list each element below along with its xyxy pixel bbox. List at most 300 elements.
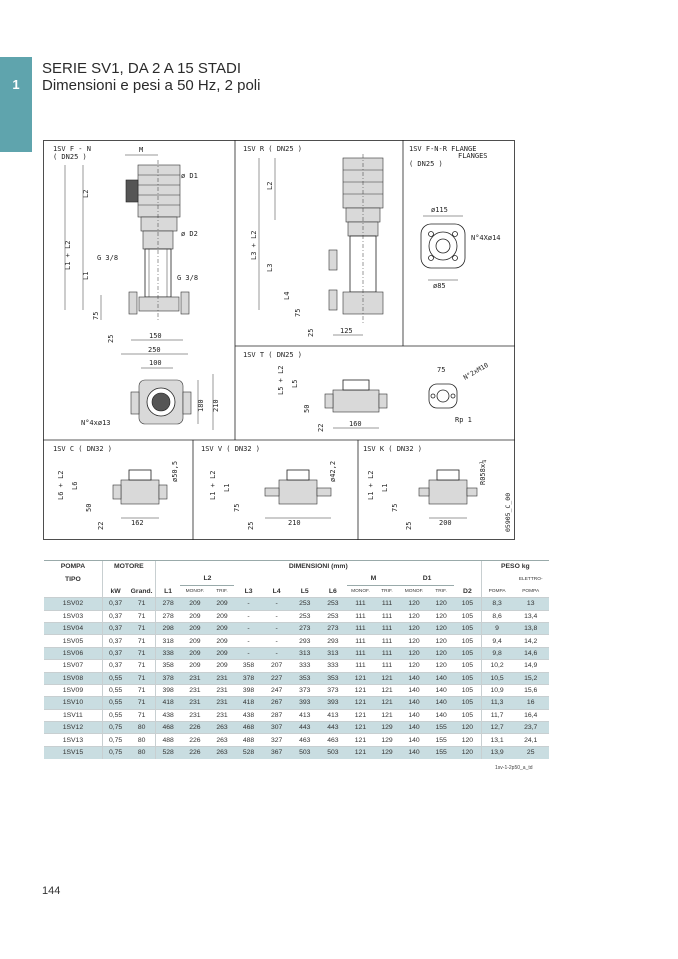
table-cell: 13,4 (512, 610, 549, 622)
table-reference: 1sv-1-2p50_a_td (495, 765, 533, 771)
k-dim-25: 25 (405, 521, 413, 530)
table-body (44, 598, 549, 759)
table-cell: 121 (374, 697, 400, 709)
k-dim-r058: R058x¼ (479, 459, 487, 485)
table-cell: - (263, 647, 291, 659)
v-dim-l1: L1 (223, 483, 231, 492)
table-cell: 287 (263, 709, 291, 721)
table-cell: - (263, 598, 291, 610)
table-row (44, 610, 549, 622)
table-cell: 10,5 (481, 672, 512, 684)
th-peso-pompa: POMPA (481, 585, 512, 597)
table-cell: 111 (347, 647, 374, 659)
table-cell: 0,55 (102, 684, 128, 696)
v-dim-422: ø42,2 (329, 460, 337, 482)
flange-label: 1SV F-N-R FLANGE (409, 145, 477, 153)
table-cell: 0,55 (102, 709, 128, 721)
table-cell: 121 (347, 722, 374, 734)
table-cell: 333 (291, 660, 319, 672)
table-cell: 373 (291, 684, 319, 696)
page-number: 144 (42, 885, 61, 897)
th-kw: kW (102, 585, 128, 597)
table-cell: 14,2 (512, 635, 549, 647)
table-cell: 121 (347, 672, 374, 684)
flange-label-2: FLANGES (458, 152, 488, 160)
table-cell: 71 (128, 697, 155, 709)
title-line-2: Dimensioni e pesi a 50 Hz, 2 poli (42, 77, 261, 94)
table-cell: 105 (454, 660, 481, 672)
table-cell: 11,7 (481, 709, 512, 721)
table-cell: 463 (291, 734, 319, 746)
table-cell: 120 (428, 647, 454, 659)
table-cell: 120 (454, 734, 481, 746)
table-cell: 111 (374, 598, 400, 610)
c-pump-body (121, 480, 159, 504)
table-cell: 140 (428, 684, 454, 696)
table-cell: 111 (374, 660, 400, 672)
table-cell: 231 (180, 709, 209, 721)
table-cell: 226 (180, 746, 209, 758)
t-dim-rp: Rp 1 (455, 416, 472, 424)
r-label: 1SV R ( DN25 ) (243, 145, 303, 153)
table-cell: 71 (128, 647, 155, 659)
table-cell: 358 (155, 660, 180, 672)
table-row (44, 684, 549, 696)
table-cell: 353 (291, 672, 319, 684)
table-cell: 13,1 (481, 734, 512, 746)
table-cell: 71 (128, 684, 155, 696)
table-cell: 111 (374, 622, 400, 634)
table-cell: 231 (180, 672, 209, 684)
table-row (44, 635, 549, 647)
table-cell-model: 1SV02 (44, 598, 102, 610)
fn-dim-l1: L1 (82, 271, 90, 280)
fn-dim-180: 180 (197, 399, 205, 412)
th-l2-monof: MONOF. (185, 588, 205, 594)
fn-terminal-box (126, 180, 138, 202)
v-dim-210: 210 (288, 519, 301, 527)
title-line-1: SERIE SV1, DA 2 A 15 STADI (42, 60, 241, 77)
v-label: 1SV V ( DN32 ) (201, 445, 261, 453)
table-cell: 120 (400, 647, 428, 659)
table-row (44, 647, 549, 659)
table-cell: 209 (180, 598, 209, 610)
fn-dim-d1: ø D1 (181, 172, 198, 180)
table-cell: 71 (128, 660, 155, 672)
table-cell: 393 (319, 697, 347, 709)
table-cell: - (263, 635, 291, 647)
chapter-tab (0, 57, 32, 152)
th-l1: L1 (155, 585, 180, 597)
table-row (44, 709, 549, 721)
table-cell: 80 (128, 746, 155, 758)
th-l2: L2 (180, 573, 234, 585)
th-l5: L5 (300, 587, 309, 595)
table-cell: 0,75 (102, 722, 128, 734)
table-cell: 14,6 (512, 647, 549, 659)
table-cell-model: 1SV09 (44, 684, 102, 696)
table-cell: 120 (400, 598, 428, 610)
table-cell: 227 (263, 672, 291, 684)
table-cell: 140 (400, 734, 428, 746)
table-cell: 209 (210, 635, 235, 647)
fn-dim-25: 25 (107, 334, 115, 343)
c-dim-162: 162 (131, 519, 144, 527)
th-m-monof: MONOF. (351, 588, 370, 594)
table-cell: 25 (512, 746, 549, 758)
k-pump-body (429, 480, 467, 504)
table-cell: 121 (374, 672, 400, 684)
fn-dim-l2: L2 (82, 189, 90, 198)
table-cell: 105 (454, 647, 481, 659)
table-cell: 209 (210, 622, 235, 634)
v-dim-25: 25 (247, 521, 255, 530)
table-cell: 120 (454, 746, 481, 758)
t-dim-160: 160 (349, 420, 362, 428)
table-cell: 121 (347, 684, 374, 696)
table-cell: 209 (210, 598, 235, 610)
table-cell: 398 (155, 684, 180, 696)
table-cell: 226 (180, 734, 209, 746)
table-cell: 111 (347, 610, 374, 622)
t-dim-75: 75 (437, 366, 446, 374)
table-row (44, 672, 549, 684)
table-cell-model: 1SV04 (44, 622, 102, 634)
table-cell: 0,75 (102, 734, 128, 746)
table-cell: 367 (263, 746, 291, 758)
table-cell: 207 (263, 660, 291, 672)
fn-label: 1SV F - N (53, 145, 91, 153)
table-cell: 209 (180, 610, 209, 622)
table-cell: 293 (319, 635, 347, 647)
table-cell: 12,7 (481, 722, 512, 734)
c-dim-50: 50 (85, 503, 93, 512)
table-cell: 378 (234, 672, 262, 684)
flange-dim-holes: N°4Xø14 (471, 234, 501, 242)
fn-dim-holes: N°4xø13 (81, 419, 111, 427)
table-cell: 140 (400, 697, 428, 709)
c-dim-22: 22 (97, 521, 105, 530)
table-cell: 121 (347, 734, 374, 746)
table-cell: 10,2 (481, 660, 512, 672)
r-dim-75: 75 (294, 308, 302, 317)
th-elettro: ELETTRO- (518, 576, 543, 582)
table-cell: 209 (210, 610, 235, 622)
table-cell: 80 (128, 734, 155, 746)
table-cell: 111 (347, 622, 374, 634)
table-cell: 253 (319, 598, 347, 610)
th-peso-elettropompa: POMPA (522, 588, 540, 594)
table-cell: 120 (400, 610, 428, 622)
table-cell: 121 (347, 746, 374, 758)
table-cell: 393 (291, 697, 319, 709)
table-cell: 140 (400, 672, 428, 684)
table-row (44, 746, 549, 758)
table-cell: 503 (319, 746, 347, 758)
table-cell: 293 (291, 635, 319, 647)
fn-base (139, 297, 179, 311)
fn-dim-100: 100 (149, 359, 162, 367)
table-cell: 231 (180, 697, 209, 709)
table-cell: 307 (263, 722, 291, 734)
table-row (44, 660, 549, 672)
k-label: 1SV K ( DN32 ) (363, 445, 423, 453)
fn-dim-75: 75 (92, 311, 100, 320)
table-cell: 111 (374, 647, 400, 659)
table-cell: 209 (210, 647, 235, 659)
table-cell-model: 1SV12 (44, 722, 102, 734)
drawing-code: 05905_C_00 (504, 492, 512, 532)
table-cell: 468 (155, 722, 180, 734)
table-cell: 120 (428, 635, 454, 647)
table-cell: 209 (210, 660, 235, 672)
table-cell: 105 (454, 672, 481, 684)
table-cell: 263 (210, 746, 235, 758)
table-cell: 247 (263, 684, 291, 696)
table-cell: 11,3 (481, 697, 512, 709)
table-cell: 373 (319, 684, 347, 696)
table-cell: 358 (234, 660, 262, 672)
table-cell: 23,7 (512, 722, 549, 734)
table-cell: 273 (319, 622, 347, 634)
table-cell-model: 1SV07 (44, 660, 102, 672)
table-cell: 15,6 (512, 684, 549, 696)
table-cell: 129 (374, 734, 400, 746)
table-cell: 231 (210, 672, 235, 684)
th-l2-trif: TRIF. (216, 588, 228, 594)
table-cell: 9,8 (481, 647, 512, 659)
table-cell: 209 (180, 660, 209, 672)
table-cell: 9,4 (481, 635, 512, 647)
table-cell: 121 (347, 697, 374, 709)
table-cell: 140 (428, 709, 454, 721)
table-row (44, 622, 549, 634)
th-d1-trif: TRIF. (435, 588, 447, 594)
t-dim-50: 50 (303, 404, 311, 413)
table-cell: 338 (155, 647, 180, 659)
table-cell: 111 (374, 610, 400, 622)
table-cell: 105 (454, 684, 481, 696)
table-cell: 333 (319, 660, 347, 672)
table-cell: 231 (210, 697, 235, 709)
table-cell: 327 (263, 734, 291, 746)
table-cell: 13,9 (481, 746, 512, 758)
table-cell: 140 (428, 672, 454, 684)
th-pompa: POMPA (44, 561, 102, 573)
table-cell: 488 (234, 734, 262, 746)
table-cell: 231 (210, 709, 235, 721)
table-cell: 438 (234, 709, 262, 721)
table-cell: 71 (128, 635, 155, 647)
table-cell: 231 (180, 684, 209, 696)
table-cell: 111 (347, 635, 374, 647)
table-cell: 71 (128, 672, 155, 684)
table-cell: 105 (454, 709, 481, 721)
table-cell: 353 (319, 672, 347, 684)
table-cell: 0,37 (102, 622, 128, 634)
th-l6: L6 (328, 587, 337, 595)
table-cell: 263 (210, 734, 235, 746)
table-cell: 231 (210, 684, 235, 696)
table-cell: 155 (428, 722, 454, 734)
table-cell: 278 (155, 598, 180, 610)
k-dim-l1: L1 (381, 483, 389, 492)
table-cell: - (263, 622, 291, 634)
fn-dim-d2: ø D2 (181, 230, 198, 238)
table-cell: 105 (454, 622, 481, 634)
table-cell: 0,55 (102, 697, 128, 709)
th-l4: L4 (272, 587, 281, 595)
r-dim-l2: L2 (266, 181, 274, 190)
table-cell-model: 1SV03 (44, 610, 102, 622)
table-cell: 129 (374, 722, 400, 734)
t-dim-l5l2: L5 + L2 (277, 365, 285, 395)
table-cell: 80 (128, 722, 155, 734)
table-cell: 528 (155, 746, 180, 758)
table-cell: 105 (454, 635, 481, 647)
c-dim-505: ø50,5 (171, 460, 179, 482)
table-row (44, 598, 549, 610)
table-cell: 418 (155, 697, 180, 709)
table-cell: 8,3 (481, 598, 512, 610)
table-cell: 155 (428, 734, 454, 746)
th-l3: L3 (244, 587, 253, 595)
v-dim-75: 75 (233, 503, 241, 512)
fn-dim-150: 150 (149, 332, 162, 340)
table-cell: 0,37 (102, 610, 128, 622)
table-cell: 16 (512, 697, 549, 709)
dimensions-table (44, 560, 549, 759)
table-cell: 528 (234, 746, 262, 758)
table-cell: 398 (234, 684, 262, 696)
chapter-number: 1 (12, 77, 20, 92)
table-cell: 226 (180, 722, 209, 734)
th-d1-monof: MONOF. (404, 588, 424, 594)
table-cell: 120 (400, 660, 428, 672)
table-cell: 253 (291, 610, 319, 622)
flange-dn: ( DN25 ) (409, 160, 443, 168)
table-cell: - (263, 610, 291, 622)
table-row (44, 734, 549, 746)
r-dim-125: 125 (340, 327, 353, 335)
c-label: 1SV C ( DN32 ) (53, 445, 113, 453)
table-cell: 10,9 (481, 684, 512, 696)
table-cell: 140 (400, 746, 428, 758)
table-cell: 15,2 (512, 672, 549, 684)
k-dim-200: 200 (439, 519, 452, 527)
fn-dim-m: M (139, 146, 144, 154)
table-cell-model: 1SV06 (44, 647, 102, 659)
table-cell: 71 (128, 610, 155, 622)
table-cell: 253 (319, 610, 347, 622)
table-cell: 413 (291, 709, 319, 721)
table-cell: 273 (291, 622, 319, 634)
table-cell: 0,37 (102, 660, 128, 672)
table-cell: 121 (374, 684, 400, 696)
table-cell: 0,55 (102, 672, 128, 684)
table-cell: 318 (155, 635, 180, 647)
table-cell: 140 (400, 722, 428, 734)
table-cell: 209 (180, 635, 209, 647)
c-dim-l6: L6 (71, 481, 79, 490)
table-cell: 253 (291, 598, 319, 610)
r-dim-l3: L3 (266, 263, 274, 272)
drawing-svg (43, 140, 516, 540)
r-dim-l4: L4 (283, 291, 291, 300)
table-cell: 488 (155, 734, 180, 746)
table-cell: 140 (400, 709, 428, 721)
table-cell: - (234, 598, 262, 610)
table-row (44, 722, 549, 734)
table-cell: 120 (428, 660, 454, 672)
table-cell-model: 1SV13 (44, 734, 102, 746)
table-cell: 209 (180, 647, 209, 659)
table-cell: - (234, 622, 262, 634)
table-cell: 129 (374, 746, 400, 758)
k-dim-l1l2: L1 + L2 (367, 470, 375, 500)
table-cell-model: 1SV11 (44, 709, 102, 721)
table-cell: 120 (428, 598, 454, 610)
r-dim-l3l2: L3 + L2 (250, 230, 258, 260)
table-cell: 438 (155, 709, 180, 721)
flange-dim-115: ø115 (431, 206, 448, 214)
table-cell: 418 (234, 697, 262, 709)
table-cell: 8,6 (481, 610, 512, 622)
dimensions-table-wrap (44, 560, 549, 759)
table-cell: 443 (291, 722, 319, 734)
table-cell: 263 (210, 722, 235, 734)
table-row (44, 697, 549, 709)
table-cell: 111 (347, 598, 374, 610)
table-cell: 71 (128, 598, 155, 610)
th-d1: D1 (400, 573, 454, 585)
th-tipo: TIPO (64, 575, 81, 583)
fn-dim-g2: G 3/8 (177, 274, 199, 282)
table-cell: - (234, 610, 262, 622)
table-cell: 278 (155, 610, 180, 622)
table-cell: 105 (454, 598, 481, 610)
table-cell: 468 (234, 722, 262, 734)
c-dim-l6l2: L6 + L2 (57, 470, 65, 500)
table-cell: 120 (400, 635, 428, 647)
table-cell: 16,4 (512, 709, 549, 721)
th-peso: PESO kg (481, 561, 549, 573)
page-title (42, 60, 260, 94)
table-cell: 443 (319, 722, 347, 734)
table-cell: 71 (128, 622, 155, 634)
r-dim-25: 25 (307, 328, 315, 337)
v-pump-body (279, 480, 317, 504)
th-dimensioni: DIMENSIONI (mm) (155, 561, 481, 573)
th-motore: MOTORE (102, 561, 155, 573)
fn-dim-g1: G 3/8 (97, 254, 119, 262)
table-cell: 298 (155, 622, 180, 634)
table-cell: 13 (512, 598, 549, 610)
table-cell: 120 (428, 622, 454, 634)
table-cell: 121 (374, 709, 400, 721)
table-cell: 313 (319, 647, 347, 659)
v-dim-l1l2: L1 + L2 (209, 470, 217, 500)
table-cell: 313 (291, 647, 319, 659)
table-cell: 105 (454, 610, 481, 622)
table-cell: 378 (155, 672, 180, 684)
t-dim-m10: N°2xM10 (462, 361, 490, 382)
table-cell: 13,8 (512, 622, 549, 634)
th-d2: D2 (463, 587, 472, 595)
table-cell: - (234, 647, 262, 659)
table-cell: 24,1 (512, 734, 549, 746)
flange-dim-85: ø85 (433, 282, 446, 290)
